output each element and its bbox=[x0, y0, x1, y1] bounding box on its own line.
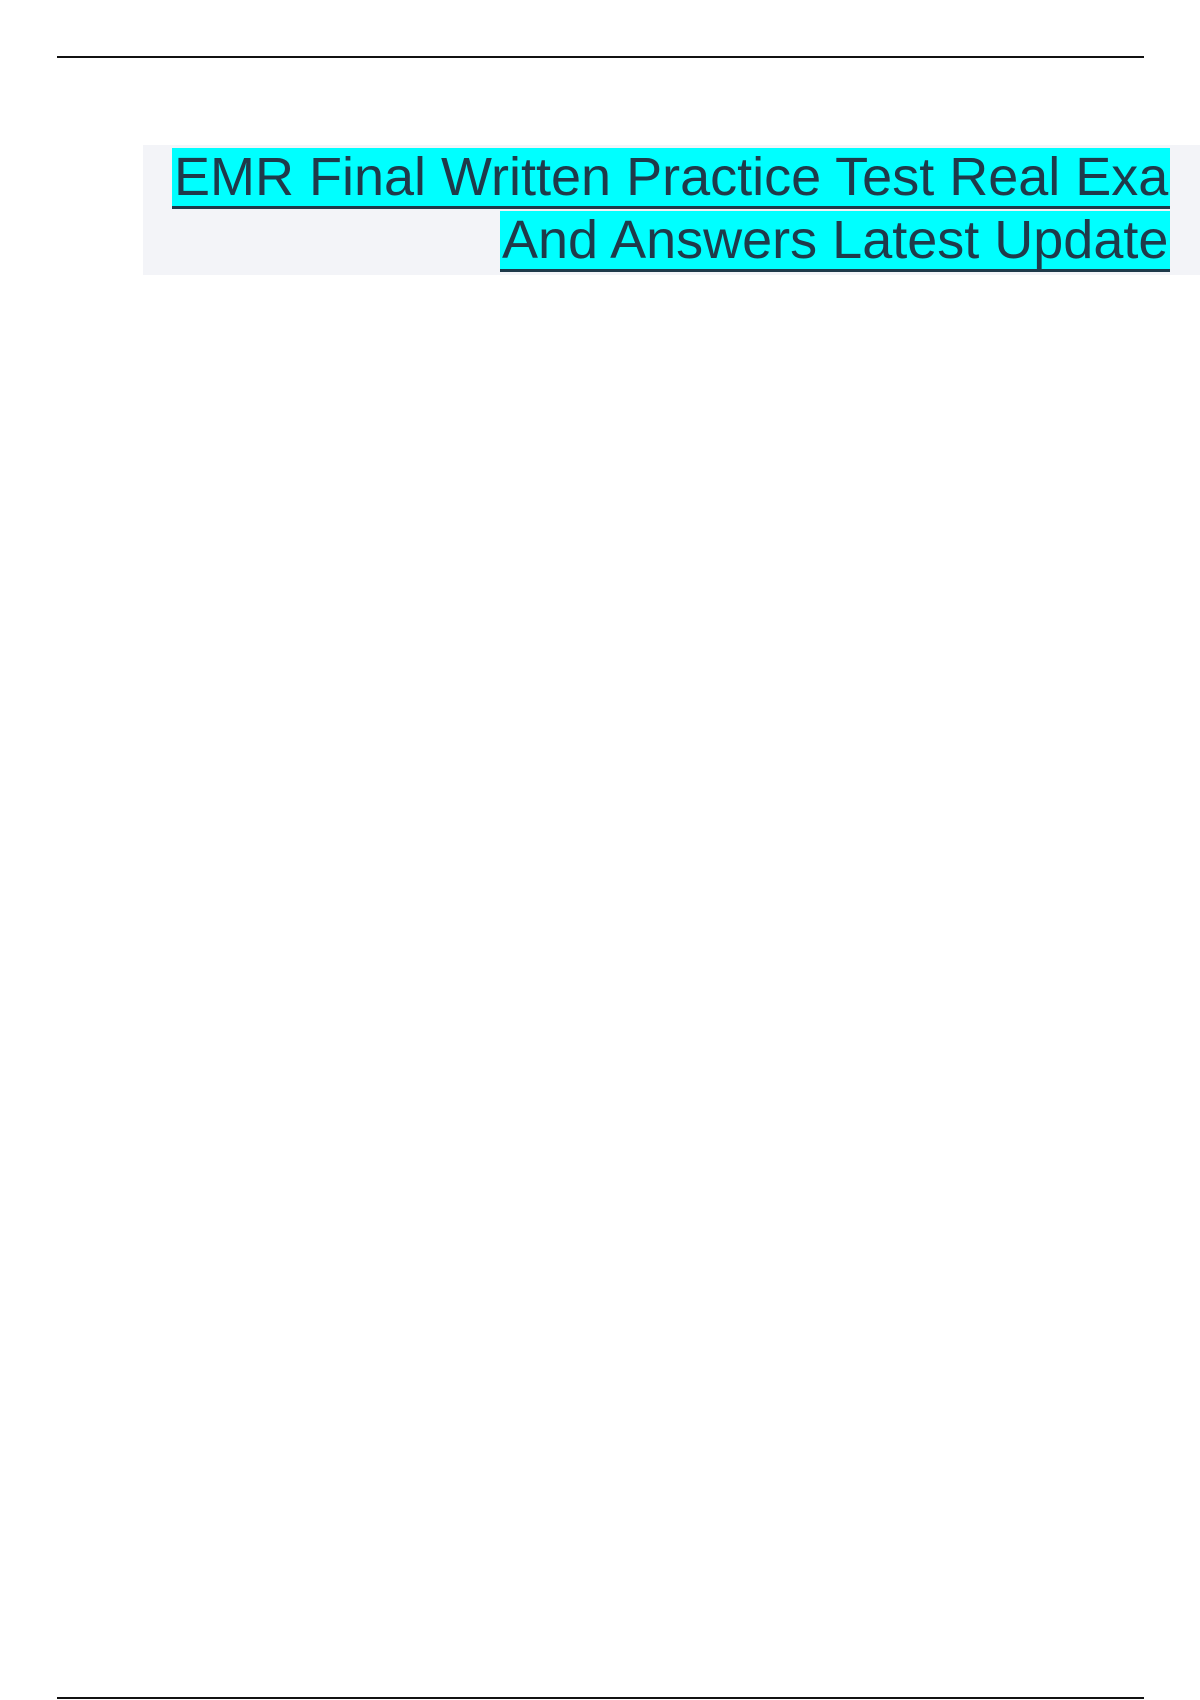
top-rule bbox=[57, 56, 1144, 58]
bottom-rule bbox=[57, 1697, 1144, 1699]
document-title-block bbox=[143, 145, 1200, 275]
document-title-line-1: EMR Final Written Practice Test Real Exa bbox=[174, 147, 1169, 207]
document-title-line-2: And Answers Latest Update bbox=[502, 210, 1169, 270]
